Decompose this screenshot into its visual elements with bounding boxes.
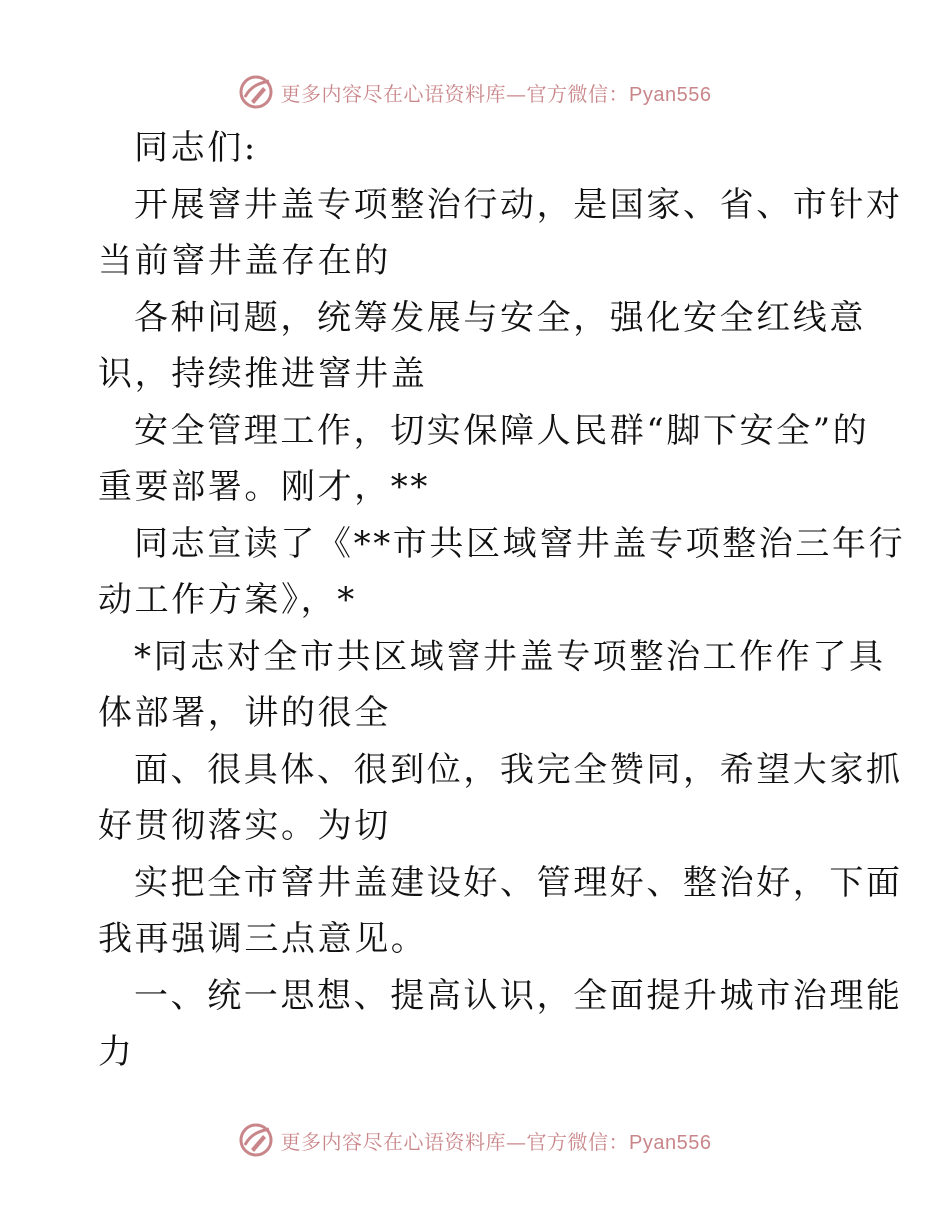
text-line: 同志们: — [134, 128, 258, 168]
watermark-text: 更多内容尽在心语资料库—官方微信：Pyan556 — [280, 1129, 712, 1154]
text-line: 开展窨井盖专项整治行动，是国家、省、市针对 — [134, 184, 903, 225]
text-line: 同志宣读了《**市共区域窨井盖专项整治三年行 — [134, 523, 906, 564]
text-line: 面、很具体、很到位，我完全赞同，希望大家抓 — [134, 749, 903, 790]
header-watermark — [0, 72, 950, 112]
watermark-text: 更多内容尽在心语资料库—官方微信：Pyan556 — [280, 81, 712, 106]
text-line: 识，持续推进窨井盖 — [98, 354, 428, 394]
document-body — [98, 120, 906, 1081]
text-line: 安全管理工作，切实保障人民群“脚下安全”的 — [134, 410, 870, 451]
footer-watermark — [0, 1120, 950, 1160]
text-line: 体部署，讲的很全 — [98, 693, 391, 733]
section-heading-line: 力 — [98, 1032, 135, 1072]
text-line: *同志对全市共区域窨井盖专项整治工作作了具 — [134, 636, 886, 677]
text-line: 动工作方案》，* — [98, 580, 357, 620]
pen-logo-icon — [239, 1123, 273, 1157]
text-line: 我再强调三点意见。 — [98, 919, 428, 959]
text-line: 好贯彻落实。为切 — [98, 806, 391, 846]
section-heading-line: 一、统一思想、提高认识，全面提升城市治理能 — [134, 975, 903, 1016]
text-line: 重要部署。刚才，** — [98, 467, 430, 507]
pen-logo-icon — [239, 75, 273, 109]
text-line: 实把全市窨井盖建设好、管理好、整治好，下面 — [134, 862, 903, 903]
text-line: 各种问题，统筹发展与安全，强化安全红线意 — [134, 297, 866, 338]
text-line: 当前窨井盖存在的 — [98, 241, 391, 281]
